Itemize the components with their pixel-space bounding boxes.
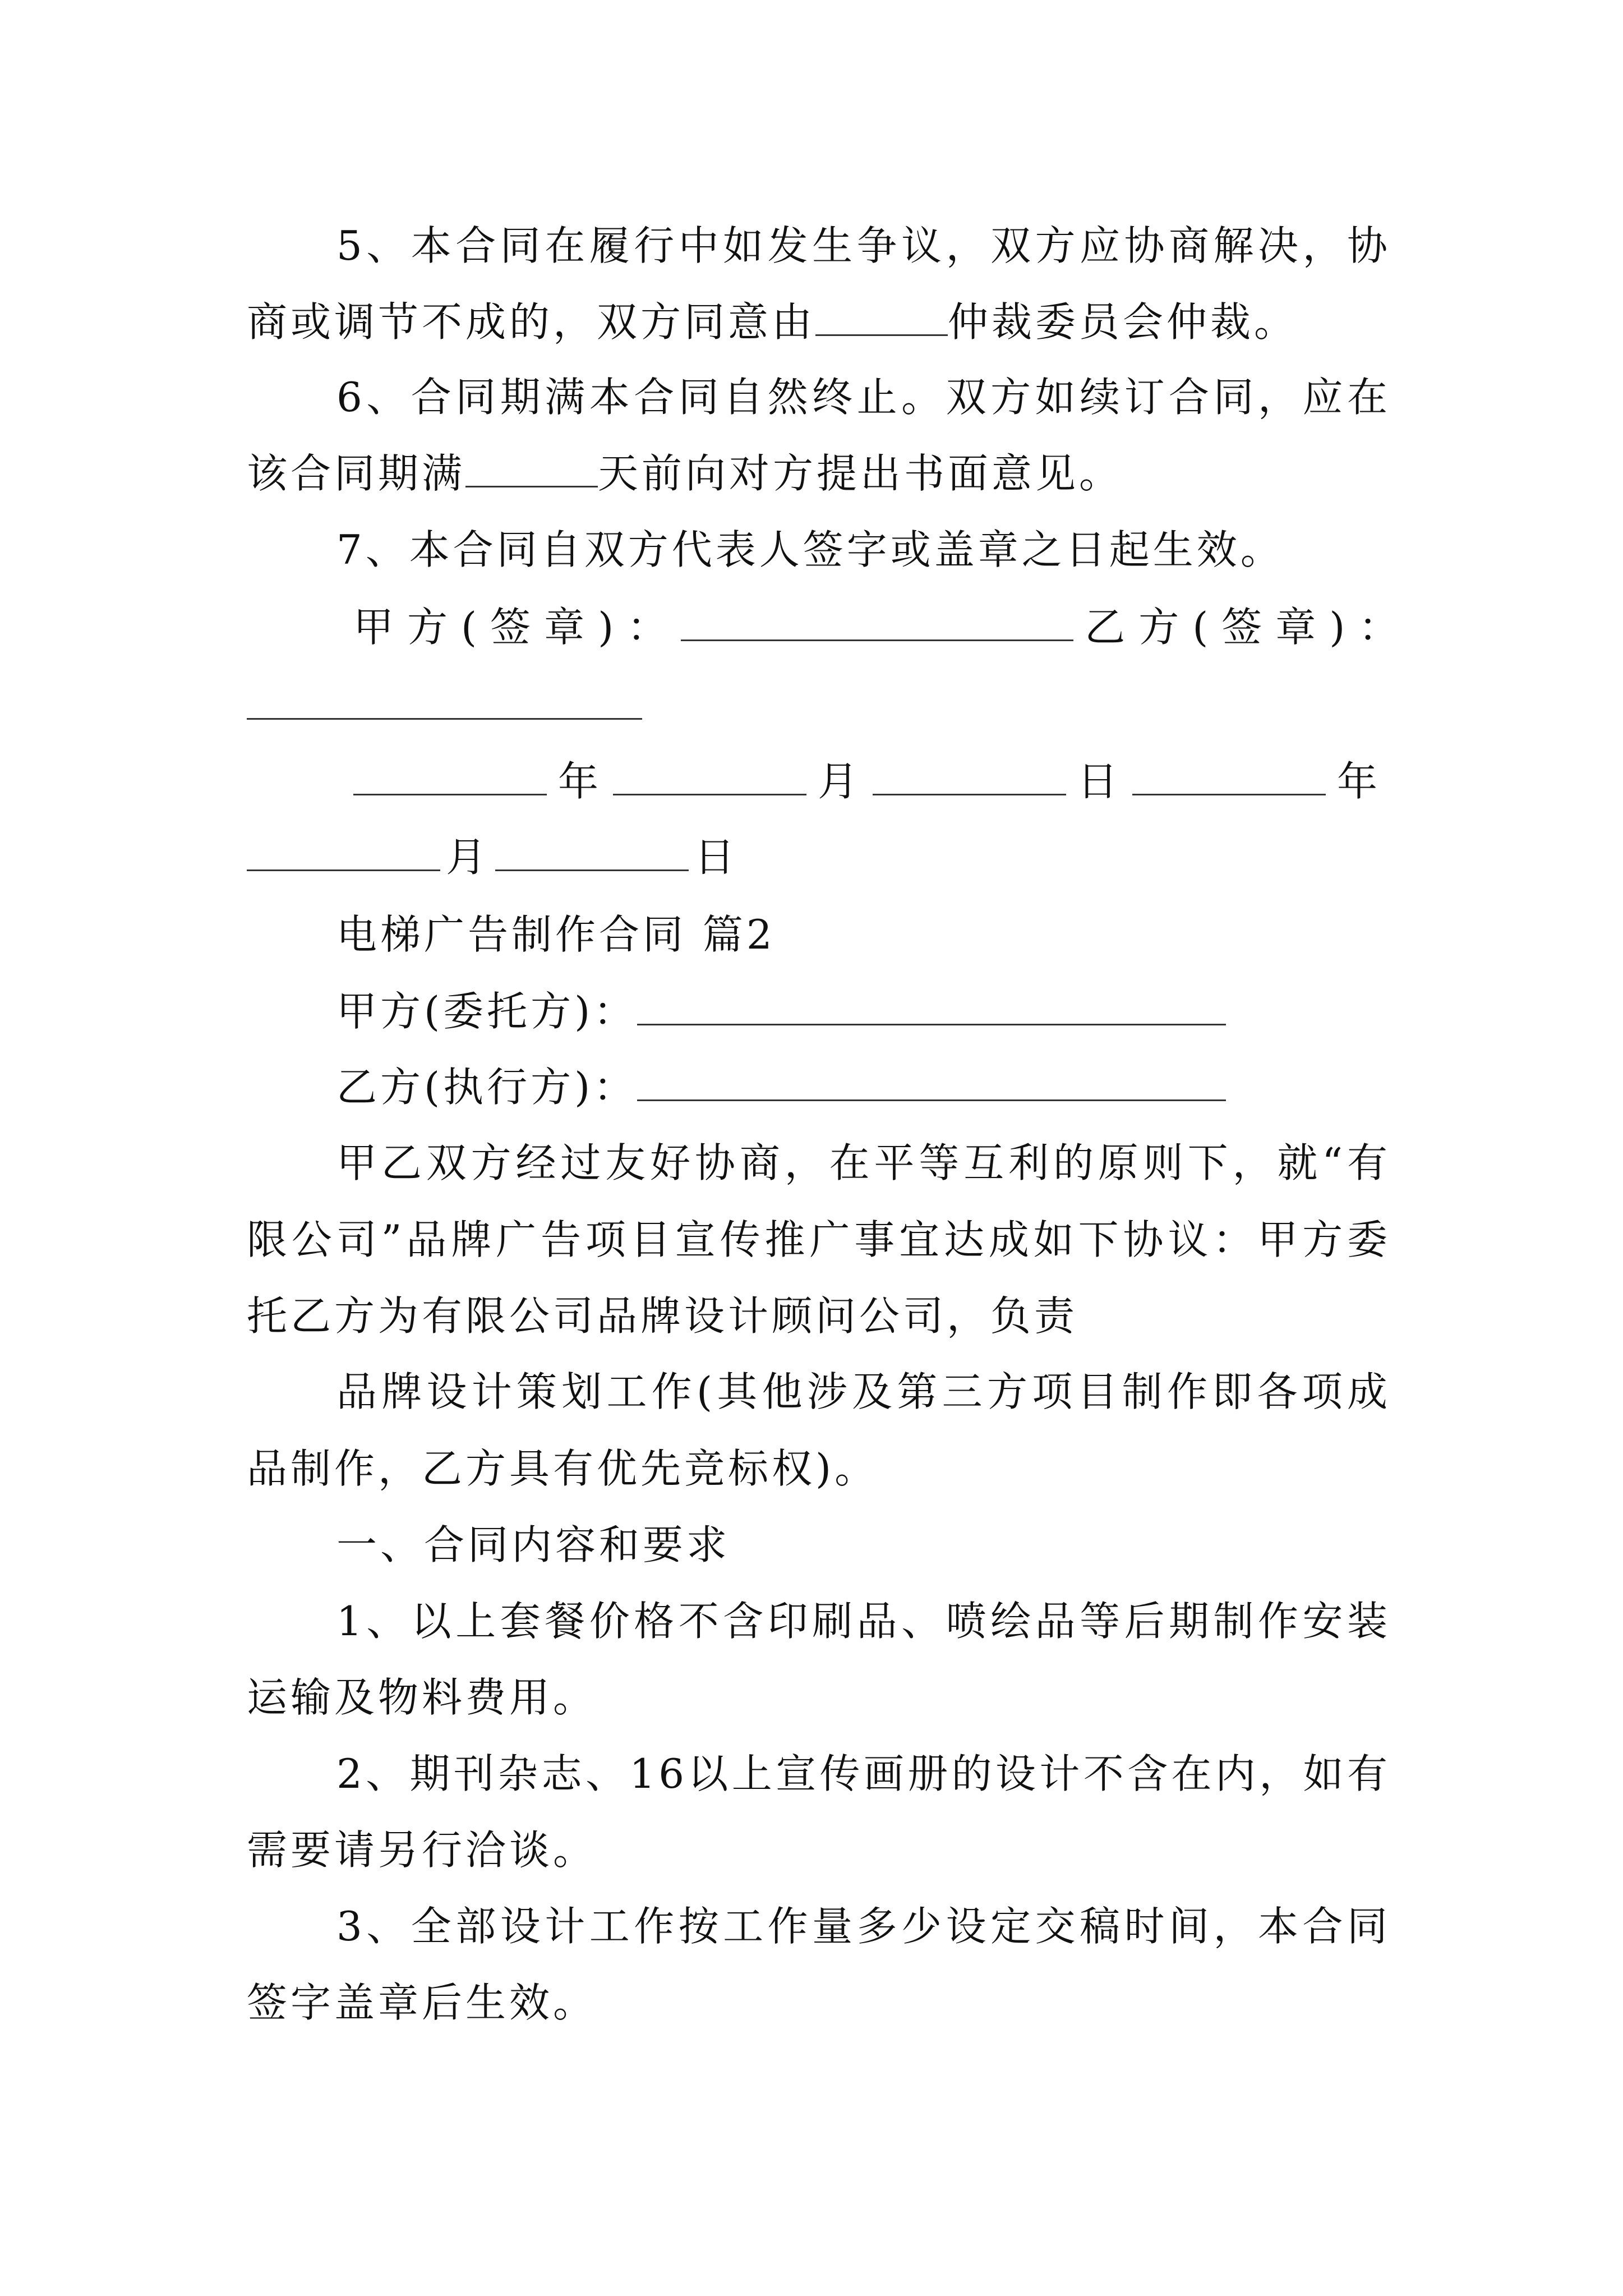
intro-line-3: 托乙方为有限公司品牌设计顾问公司，负责 bbox=[247, 1292, 1078, 1340]
intro-line-1: 甲乙双方经过友好协商，在平等互利的原则下，就“有 bbox=[336, 1139, 1391, 1186]
year-label-a: 年 bbox=[558, 758, 602, 805]
date-row-2 bbox=[247, 830, 1391, 884]
scope-line-1: 品牌设计策划工作(其他涉及第三方项目制作即各项成 bbox=[336, 1368, 1391, 1415]
party-a-label: 甲方(委托方)： bbox=[336, 988, 638, 1035]
contract-content-heading: 一、合同内容和要求 bbox=[336, 1521, 731, 1568]
clause-7: 7、本合同自双方代表人签字或盖章之日起生效。 bbox=[336, 526, 1284, 573]
item-1-line-2: 运输及物料费用。 bbox=[247, 1674, 597, 1721]
item-3-line-1: 3、全部设计工作按工作量多少设定交稿时间，本合同 bbox=[336, 1903, 1391, 1950]
party-b-signature-row bbox=[247, 679, 1391, 733]
month-label-b: 月 bbox=[446, 834, 490, 881]
day-label-b: 日 bbox=[694, 834, 739, 881]
party-a-name-blank[interactable] bbox=[637, 990, 1226, 1025]
scope-line-2: 品制作，乙方具有优先竞标权)。 bbox=[247, 1445, 879, 1492]
party-b-day-blank[interactable] bbox=[495, 836, 689, 871]
clause-5-text-after-blank: 仲裁委员会仲裁。 bbox=[948, 298, 1298, 346]
clause-6-text-before-blank: 该合同期满 bbox=[247, 450, 466, 497]
party-b-name-blank[interactable] bbox=[637, 1066, 1226, 1101]
month-label-a: 月 bbox=[818, 758, 862, 805]
notice-days-blank[interactable] bbox=[465, 452, 598, 487]
clause-5-line-1: 5、本合同在履行中如发生争议，双方应协商解决，协 bbox=[336, 222, 1391, 269]
clause-6-line-2 bbox=[247, 447, 1391, 500]
item-2-line-2: 需要请另行洽谈。 bbox=[247, 1826, 597, 1874]
section-2-title: 电梯广告制作合同 篇2 bbox=[336, 911, 776, 958]
party-b-signature-blank[interactable] bbox=[247, 684, 642, 720]
day-label-a: 日 bbox=[1077, 758, 1122, 805]
clause-5-line-2 bbox=[247, 295, 1391, 349]
party-b-month-blank[interactable] bbox=[247, 836, 440, 871]
date-row-1 bbox=[353, 754, 1391, 808]
clause-5-text-before-blank: 商或调节不成的，双方同意由 bbox=[247, 298, 816, 346]
intro-line-2: 限公司”品牌广告项目宣传推广事宜达成如下协议：甲方委 bbox=[247, 1216, 1391, 1263]
item-3-line-2: 签字盖章后生效。 bbox=[247, 1979, 597, 2026]
party-a-year-blank[interactable] bbox=[353, 760, 547, 795]
clause-6-text-after-blank: 天前向对方提出书面意见。 bbox=[598, 450, 1123, 497]
year-label-b: 年 bbox=[1337, 758, 1381, 805]
arbitration-blank[interactable] bbox=[815, 301, 948, 336]
party-b-year-blank[interactable] bbox=[1132, 760, 1326, 795]
party-b-row bbox=[336, 1060, 1391, 1114]
party-a-month-blank[interactable] bbox=[613, 760, 806, 795]
party-a-signature-blank[interactable] bbox=[681, 606, 1073, 641]
item-2-line-1: 2、期刊杂志、16以上宣传画册的设计不含在内，如有 bbox=[336, 1750, 1391, 1797]
party-a-signature-label: 甲方(签章)： bbox=[353, 604, 681, 651]
party-a-row bbox=[336, 984, 1391, 1038]
clause-6-line-1: 6、合同期满本合同自然终止。双方如续订合同，应在 bbox=[336, 374, 1391, 421]
party-a-day-blank[interactable] bbox=[873, 760, 1066, 795]
party-b-label: 乙方(执行方)： bbox=[336, 1064, 638, 1111]
signature-line bbox=[353, 600, 1413, 654]
party-b-signature-label: 乙方(签章)： bbox=[1085, 604, 1413, 651]
item-1-line-1: 1、以上套餐价格不含印刷品、喷绘品等后期制作安装 bbox=[336, 1598, 1391, 1645]
